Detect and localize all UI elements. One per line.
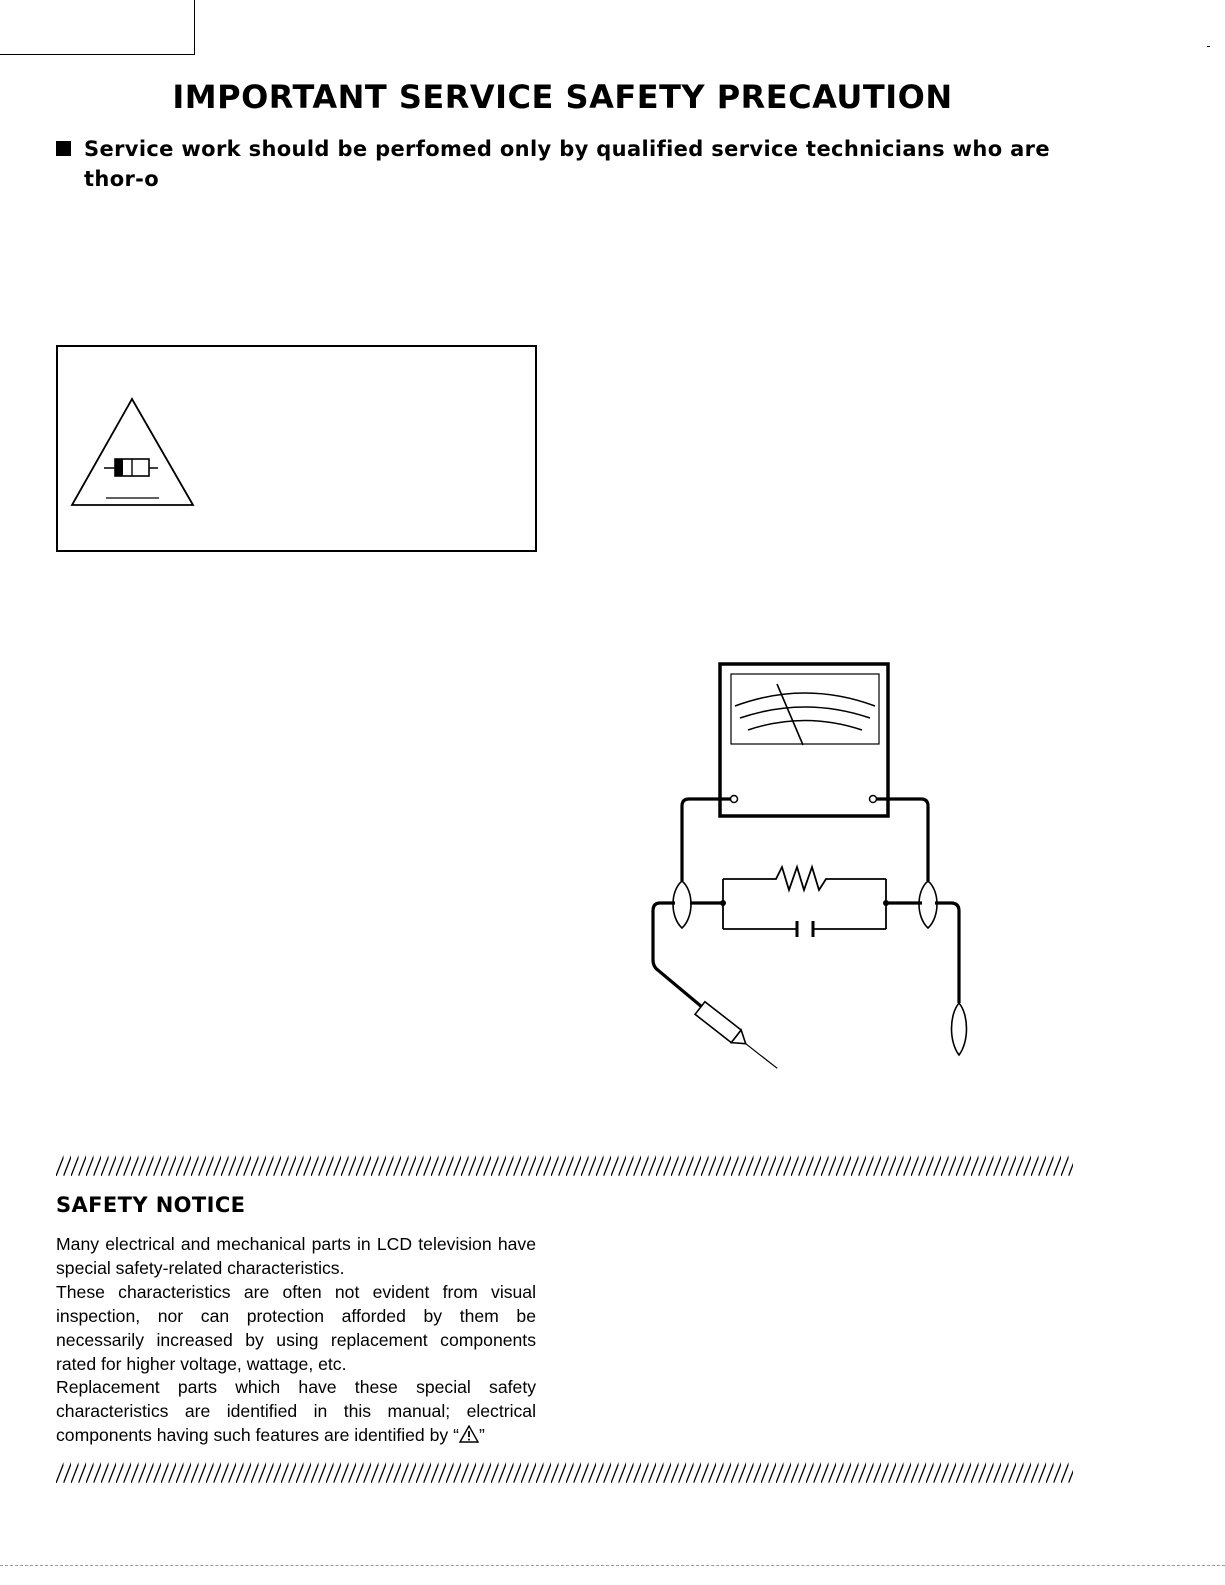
hatch-divider-bottom (56, 1460, 1073, 1483)
meter-body (720, 664, 888, 816)
intro-bullet (56, 134, 1076, 194)
leakage-test-meter-diagram (640, 655, 1000, 1075)
hatch-divider-top (56, 1153, 1073, 1176)
terminal-right (870, 796, 877, 803)
test-probe (695, 1002, 782, 1075)
page-title: IMPORTANT SERVICE SAFETY PRECAUTION (172, 78, 953, 116)
safety-notice-body (56, 1233, 536, 1448)
safety-notice-paragraph (56, 1376, 536, 1448)
closing-quote: ” (478, 1425, 485, 1446)
corner-mark (1207, 46, 1210, 47)
fuse-warning-box (56, 345, 537, 552)
page-number-tab (0, 0, 195, 55)
clip-left (673, 881, 691, 928)
safety-notice-paragraph: Many electrical and mechanical parts in LCD television have special safety-related characteristics. (56, 1234, 536, 1278)
meter-dial (731, 674, 879, 744)
intro-text: Service work should be perfomed only by qualified service technicians who are thor-o (84, 137, 1050, 191)
fuse-warning-triangle-icon (58, 347, 539, 554)
ground-clip (952, 1003, 967, 1055)
footer-rule (0, 1565, 1225, 1566)
resistor (723, 867, 886, 890)
warning-triangle-icon (459, 1425, 479, 1443)
safety-notice-paragraph: These characteristics are often not evident from visual inspection, nor can protection afforded by them be necessarily increased by using replacement components rated for higher voltage, wattage, etc. (56, 1281, 536, 1374)
terminal-left (731, 796, 738, 803)
square-bullet-icon (56, 141, 71, 156)
safety-notice-heading: SAFETY NOTICE (56, 1193, 246, 1217)
safety-notice-text: Replacement parts which have these special safety characteristics are identified in this manual; electrical components having such features are identified by “ (56, 1377, 536, 1446)
